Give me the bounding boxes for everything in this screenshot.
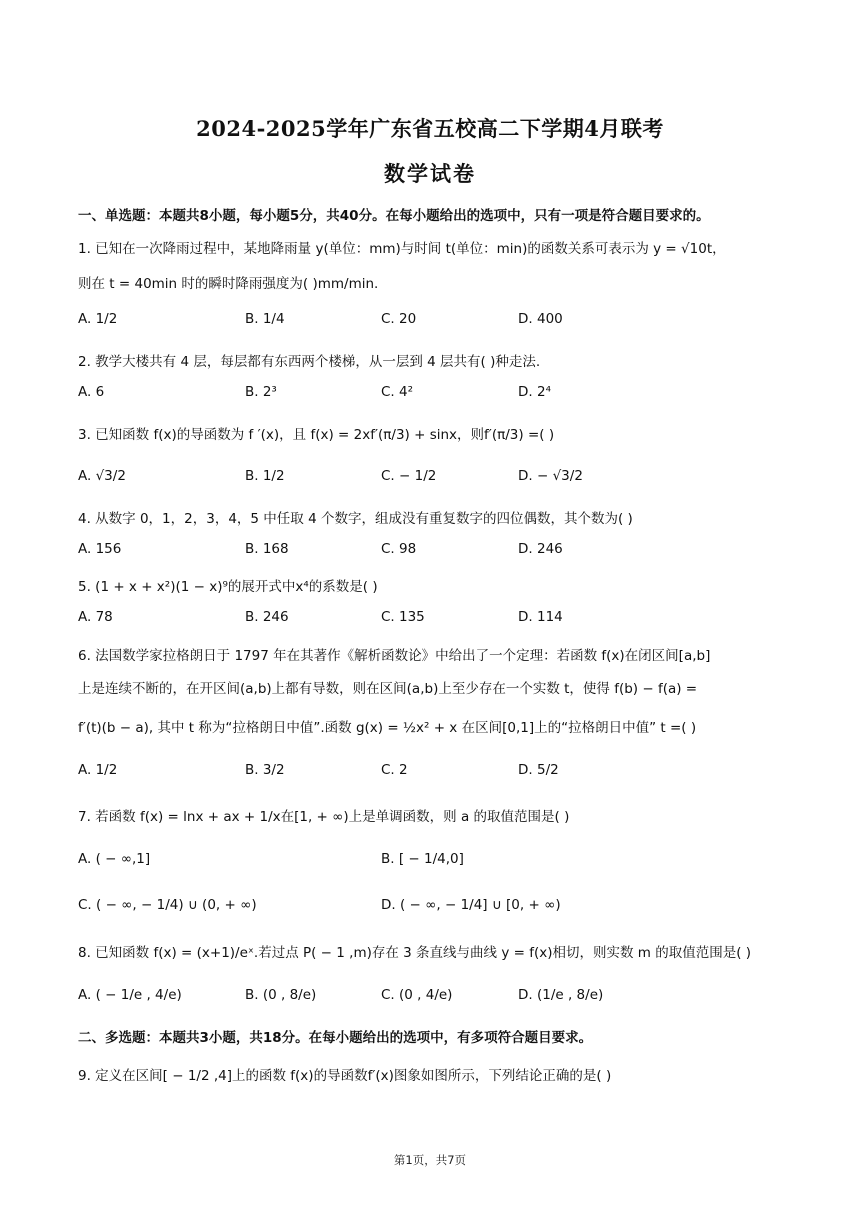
question-5-line-1: 5. (1 + x + x²)(1 − x)⁹的展开式中x⁴的系数是( ) bbox=[78, 579, 378, 595]
question-2-option-b: B. 2³ bbox=[245, 384, 277, 400]
question-3-option-b: B. 1/2 bbox=[245, 468, 285, 484]
question-8-option-a: A. ( − 1/e , 4/e) bbox=[78, 987, 182, 1003]
question-1-option-d: D. 400 bbox=[518, 311, 563, 327]
question-4-option-b: B. 168 bbox=[245, 541, 289, 557]
question-6-line-3: f′(t)(b − a), 其中 t 称为“拉格朗日中值”.函数 g(x) = ½x² + x 在区间[0,1]上的“拉格朗日中值” t =( ) bbox=[78, 720, 697, 736]
exam-subtitle: 数学试卷 bbox=[384, 161, 476, 186]
question-6-option-a: A. 1/2 bbox=[78, 762, 118, 778]
question-5-option-a: A. 78 bbox=[78, 609, 113, 625]
question-9-line-1: 9. 定义在区间[ − 1/2 ,4]上的函数 f(x)的导函数f′(x)图象如图所示，下列结论正确的是( ) bbox=[78, 1068, 612, 1084]
question-6-option-b: B. 3/2 bbox=[245, 762, 285, 778]
question-4-option-c: C. 98 bbox=[381, 541, 417, 557]
question-6-option-c: C. 2 bbox=[381, 762, 408, 778]
question-5-option-d: D. 114 bbox=[518, 609, 563, 625]
question-6-line-2: 上是连续不断的，在开区间(a,b)上都有导数，则在区间(a,b)上至少存在一个实数 t，使得 f(b) − f(a) = bbox=[78, 681, 698, 697]
question-5-option-c: C. 135 bbox=[381, 609, 425, 625]
question-1-option-b: B. 1/4 bbox=[245, 311, 285, 327]
question-7-option-a: A. ( − ∞,1] bbox=[78, 851, 151, 867]
question-3-line-1: 3. 已知函数 f(x)的导函数为 f ′(x)，且 f(x) = 2xf′(π/3) + sinx，则f′(π/3) =( ) bbox=[78, 427, 555, 443]
question-3-option-c: C. − 1/2 bbox=[381, 468, 437, 484]
question-2-option-d: D. 2⁴ bbox=[518, 384, 551, 400]
question-7-option-d: D. ( − ∞, − 1/4] ∪ [0, + ∞) bbox=[381, 897, 561, 913]
question-5-option-b: B. 246 bbox=[245, 609, 289, 625]
question-3-option-d: D. − √3/2 bbox=[518, 468, 583, 484]
question-2-option-a: A. 6 bbox=[78, 384, 105, 400]
question-1-line-2: 则在 t = 40min 时的瞬时降雨强度为( )mm/min. bbox=[78, 276, 379, 292]
question-7-line-1: 7. 若函数 f(x) = lnx + ax + 1/x在[1, + ∞)上是单调函数，则 a 的取值范围是( ) bbox=[78, 809, 570, 825]
question-3-option-a: A. √3/2 bbox=[78, 468, 126, 484]
question-1-option-c: C. 20 bbox=[381, 311, 417, 327]
exam-title: 2024-2025学年广东省五校高二下学期4月联考 bbox=[196, 116, 664, 141]
question-2-line-1: 2. 教学大楼共有 4 层，每层都有东西两个楼梯，从一层到 4 层共有( )种走法. bbox=[78, 354, 541, 370]
question-7-option-c: C. ( − ∞, − 1/4) ∪ (0, + ∞) bbox=[78, 897, 257, 913]
question-8-line-1: 8. 已知函数 f(x) = (x+1)/eˣ.若过点 P( − 1 ,m)存在 3 条直线与曲线 y = f(x)相切，则实数 m 的取值范围是( ) bbox=[78, 945, 752, 961]
section-heading-single-choice: 一、单选题：本题共8小题，每小题5分，共40分。在每小题给出的选项中，只有一项是符合题目要求的。 bbox=[78, 208, 710, 224]
question-4-option-d: D. 246 bbox=[518, 541, 563, 557]
question-1-line-1: 1. 已知在一次降雨过程中，某地降雨量 y(单位：mm)与时间 t(单位：min)的函数关系可表示为 y = √10t， bbox=[78, 241, 726, 257]
question-1-option-a: A. 1/2 bbox=[78, 311, 118, 327]
question-6-line-1: 6. 法国数学家拉格朗日于 1797 年在其著作《解析函数论》中给出了一个定理：若函数 f(x)在闭区间[a,b] bbox=[78, 648, 711, 664]
section-heading-multiple-choice: 二、多选题：本题共3小题，共18分。在每小题给出的选项中，有多项符合题目要求。 bbox=[78, 1030, 593, 1046]
page-footer: 第1页，共7页 bbox=[393, 1153, 467, 1167]
question-8-option-b: B. (0 , 8/e) bbox=[245, 987, 317, 1003]
question-8-option-d: D. (1/e , 8/e) bbox=[518, 987, 604, 1003]
question-4-option-a: A. 156 bbox=[78, 541, 122, 557]
question-7-option-b: B. [ − 1/4,0] bbox=[381, 851, 464, 867]
question-2-option-c: C. 4² bbox=[381, 384, 414, 400]
question-4-line-1: 4. 从数字 0，1，2，3，4，5 中任取 4 个数字，组成没有重复数字的四位偶数，其个数为( ) bbox=[78, 511, 633, 527]
question-6-option-d: D. 5/2 bbox=[518, 762, 559, 778]
question-8-option-c: C. (0 , 4/e) bbox=[381, 987, 453, 1003]
